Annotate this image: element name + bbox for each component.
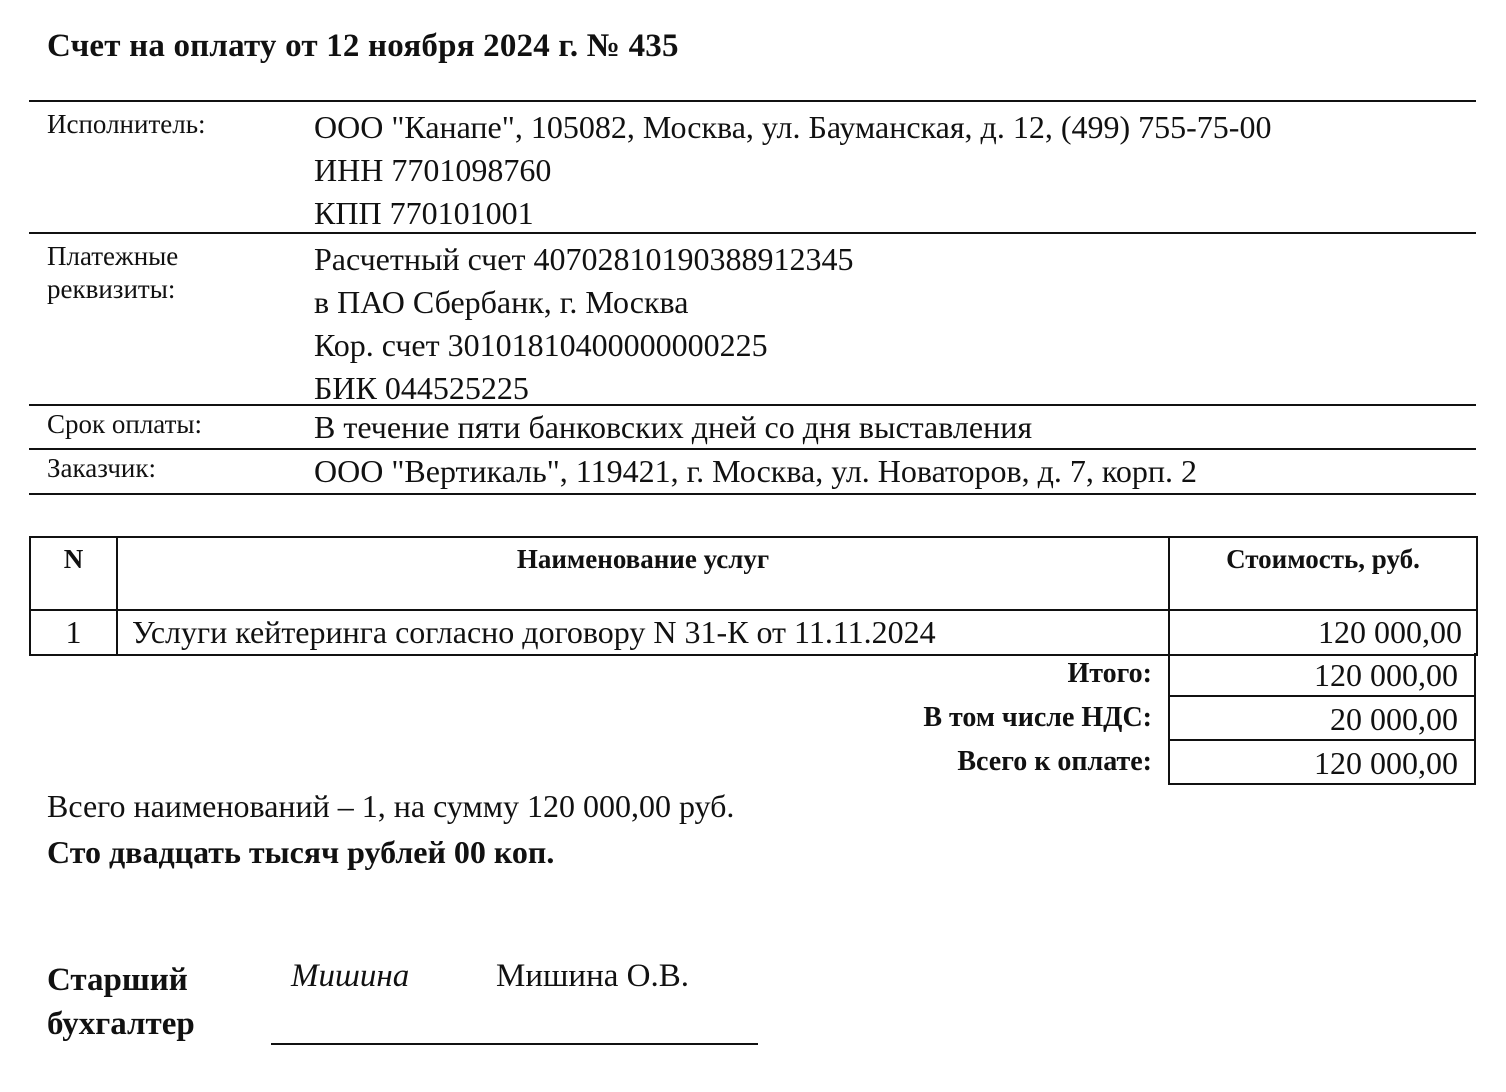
amount-in-words: Сто двадцать тысяч рублей 00 коп. [47, 834, 555, 870]
row-n: 1 [30, 610, 117, 655]
total-value: 120 000,00 [1168, 741, 1476, 785]
items-count-summary: Всего наименований – 1, на сумму 120 000,00 руб. [47, 788, 735, 824]
vat-label: В том числе НДС: [923, 702, 1152, 733]
vat-value: 20 000,00 [1168, 697, 1476, 741]
row-name: Услуги кейтеринга согласно договору N 31-К от 11.11.2024 [117, 610, 1169, 655]
payment-term-row [29, 406, 1476, 450]
subtotal-row [0, 653, 1476, 697]
signatory-position [47, 958, 195, 1046]
payment-label-line: Платежные [47, 241, 179, 271]
performer-value [314, 102, 1476, 232]
total-label: Всего к оплате: [957, 746, 1152, 777]
payment-term-value: В течение пяти банковских дней со дня выставления [314, 409, 1033, 445]
payment-details-label [29, 234, 314, 404]
table-row [30, 610, 1477, 655]
signatory-name: Мишина О.В. [496, 958, 689, 994]
items-table [29, 536, 1478, 656]
position-line: бухгалтер [47, 1006, 195, 1042]
requisites-block [29, 100, 1476, 495]
customer-value: ООО "Вертикаль", 119421, г. Москва, ул. Новаторов, д. 7, корп. 2 [314, 453, 1197, 489]
payment-line: в ПАО Сбербанк, г. Москва [314, 284, 689, 320]
payment-line: Расчетный счет 40702810190388912345 [314, 241, 854, 277]
performer-row [29, 102, 1476, 234]
payment-details-value [314, 234, 1476, 404]
items-header-row [30, 537, 1477, 610]
payment-line: Кор. счет 30101810400000000225 [314, 327, 768, 363]
performer-line: ООО "Канапе", 105082, Москва, ул. Бауманская, д. 12, (499) 755-75-00 [314, 109, 1272, 145]
performer-line: ИНН 7701098760 [314, 152, 552, 188]
subtotal-value: 120 000,00 [1168, 653, 1476, 697]
vat-row [0, 697, 1476, 741]
invoice-title: Счет на оплату от 12 ноября 2024 г. № 435 [47, 28, 679, 64]
col-header-cost: Стоимость, руб. [1169, 537, 1477, 610]
performer-line: КПП 770101001 [314, 195, 534, 231]
customer-row [29, 450, 1476, 495]
total-row [0, 741, 1476, 785]
subtotal-label: Итого: [1067, 658, 1152, 689]
customer-label: Заказчик: [47, 453, 156, 483]
payment-details-row [29, 234, 1476, 406]
row-cost: 120 000,00 [1169, 610, 1477, 655]
payment-term-label: Срок оплаты: [47, 409, 203, 439]
payment-line: БИК 044525225 [314, 370, 529, 406]
col-header-n: N [30, 537, 117, 610]
totals-block [0, 653, 1476, 785]
handwritten-signature: Мишина [291, 958, 410, 994]
col-header-name: Наименование услуг [117, 537, 1169, 610]
payment-label-line: реквизиты: [47, 274, 176, 304]
signature-line [271, 1043, 758, 1045]
performer-label: Исполнитель: [47, 109, 206, 139]
position-line: Старший [47, 962, 188, 998]
